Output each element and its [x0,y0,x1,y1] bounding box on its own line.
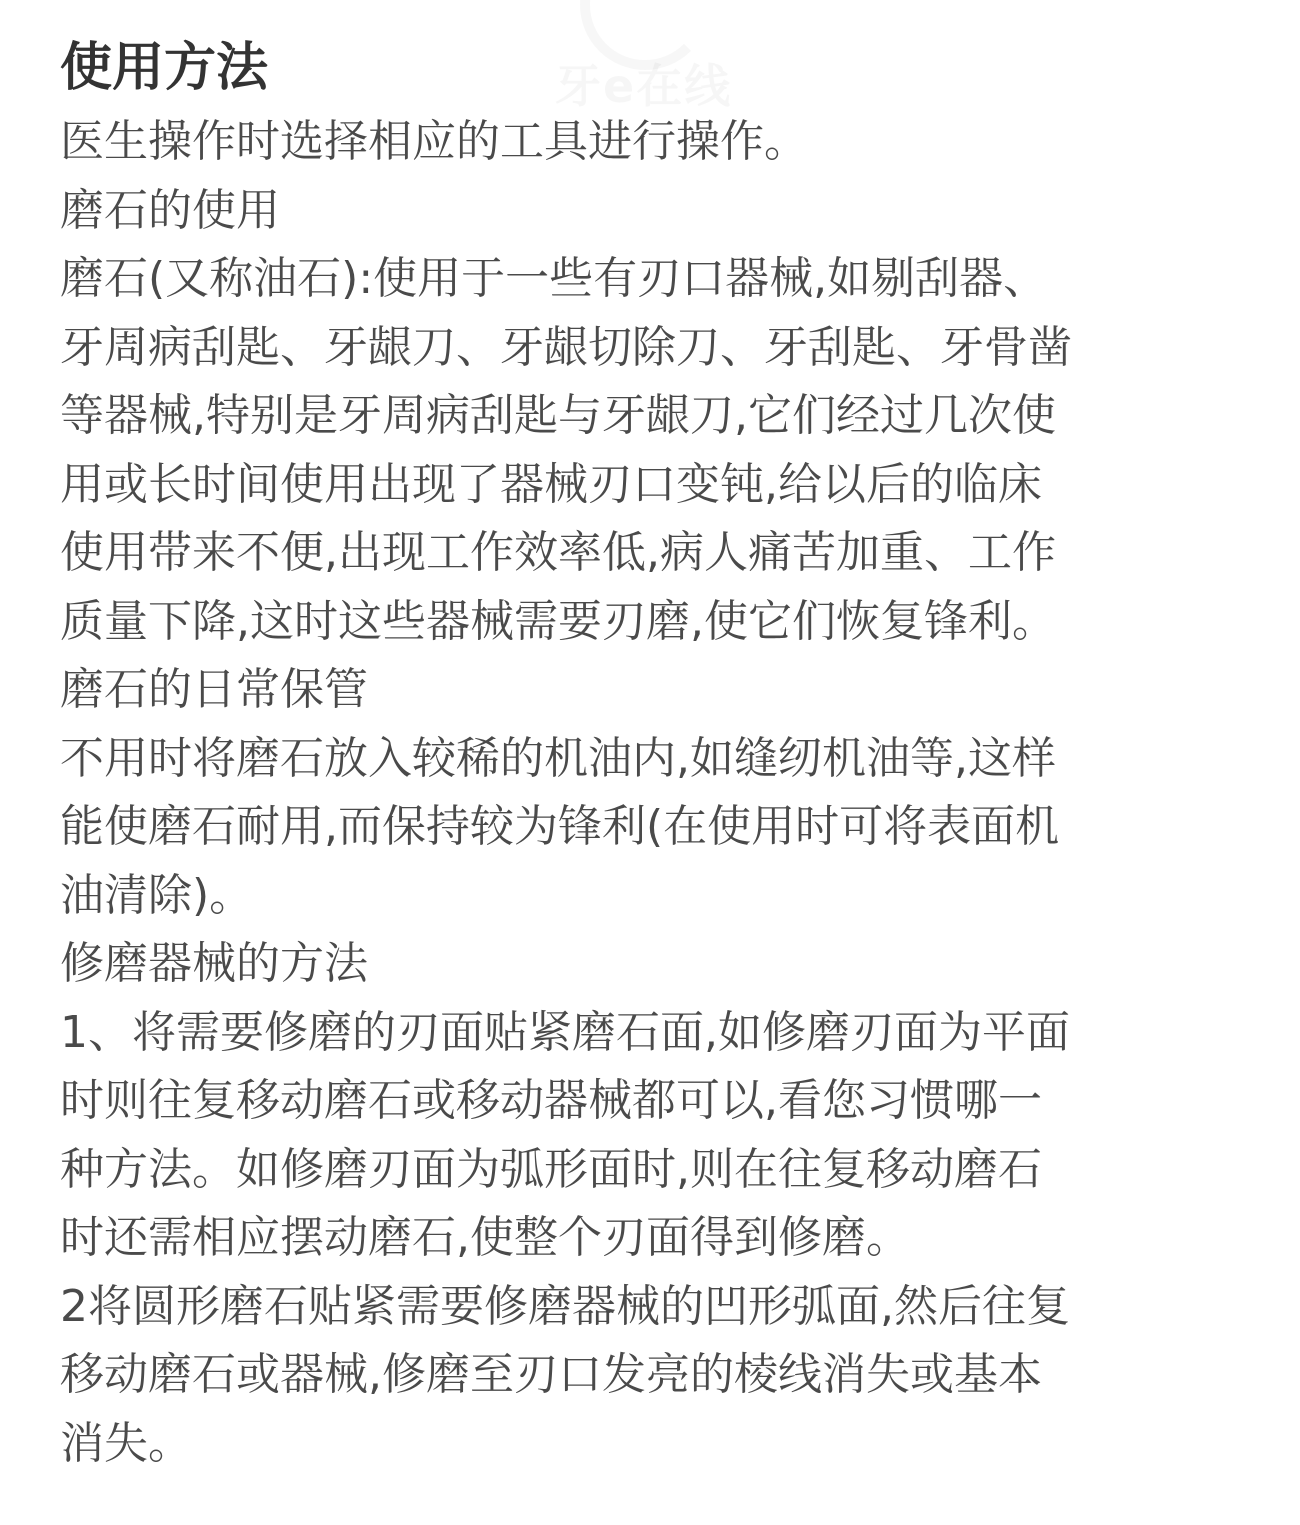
text-line: 时则往复移动磨石或移动器械都可以,看您习惯哪一 [60,1075,1042,1126]
article [60,28,1250,1478]
text-line: 磨石的日常保管 [60,664,368,715]
text-line: 牙周病刮匙、牙龈刀、牙龈切除刀、牙刮匙、牙骨凿 [60,321,1072,373]
text-line: 时还需相应摆动磨石,使整个刃面得到修磨。 [60,1212,910,1263]
text-line: 2将圆形磨石贴紧需要修磨器械的凹形弧面,然后往复 [60,1280,1070,1332]
text-line: 1、将需要修磨的刃面贴紧磨石面,如修磨刃面为平面 [60,1006,1070,1058]
text-line: 油清除)。 [60,869,254,921]
page-title: 使用方法 [60,38,269,98]
text-line: 使用带来不便,出现工作效率低,病人痛苦加重、工作 [60,527,1056,578]
text-line: 移动磨石或器械,修磨至刃口发亮的棱线消失或基本 [60,1349,1042,1400]
text-line: 磨石(又称油石):使用于一些有刃口器械,如剔刮器、 [60,253,1048,304]
text-line: 等器械,特别是牙周病刮匙与牙龈刀,它们经过几次使 [60,390,1056,441]
text-line: 医生操作时选择相应的工具进行操作。 [60,116,808,167]
text-line: 能使磨石耐用,而保持较为锋利(在使用时可将表面机 [60,801,1060,852]
text-line: 不用时将磨石放入较稀的机油内,如缝纫机油等,这样 [60,732,1056,784]
text-line: 用或长时间使用出现了器械刃口变钝,给以后的临床 [60,458,1042,510]
text-line: 修磨器械的方法 [60,938,368,989]
text-line: 消失。 [60,1417,192,1469]
text-line: 质量下降,这时这些器械需要刃磨,使它们恢复锋利。 [60,595,1056,647]
text-line: 磨石的使用 [60,184,280,236]
text-line: 种方法。如修磨刃面为弧形面时,则在往复移动磨石 [60,1143,1042,1195]
article-body [60,108,1250,1478]
